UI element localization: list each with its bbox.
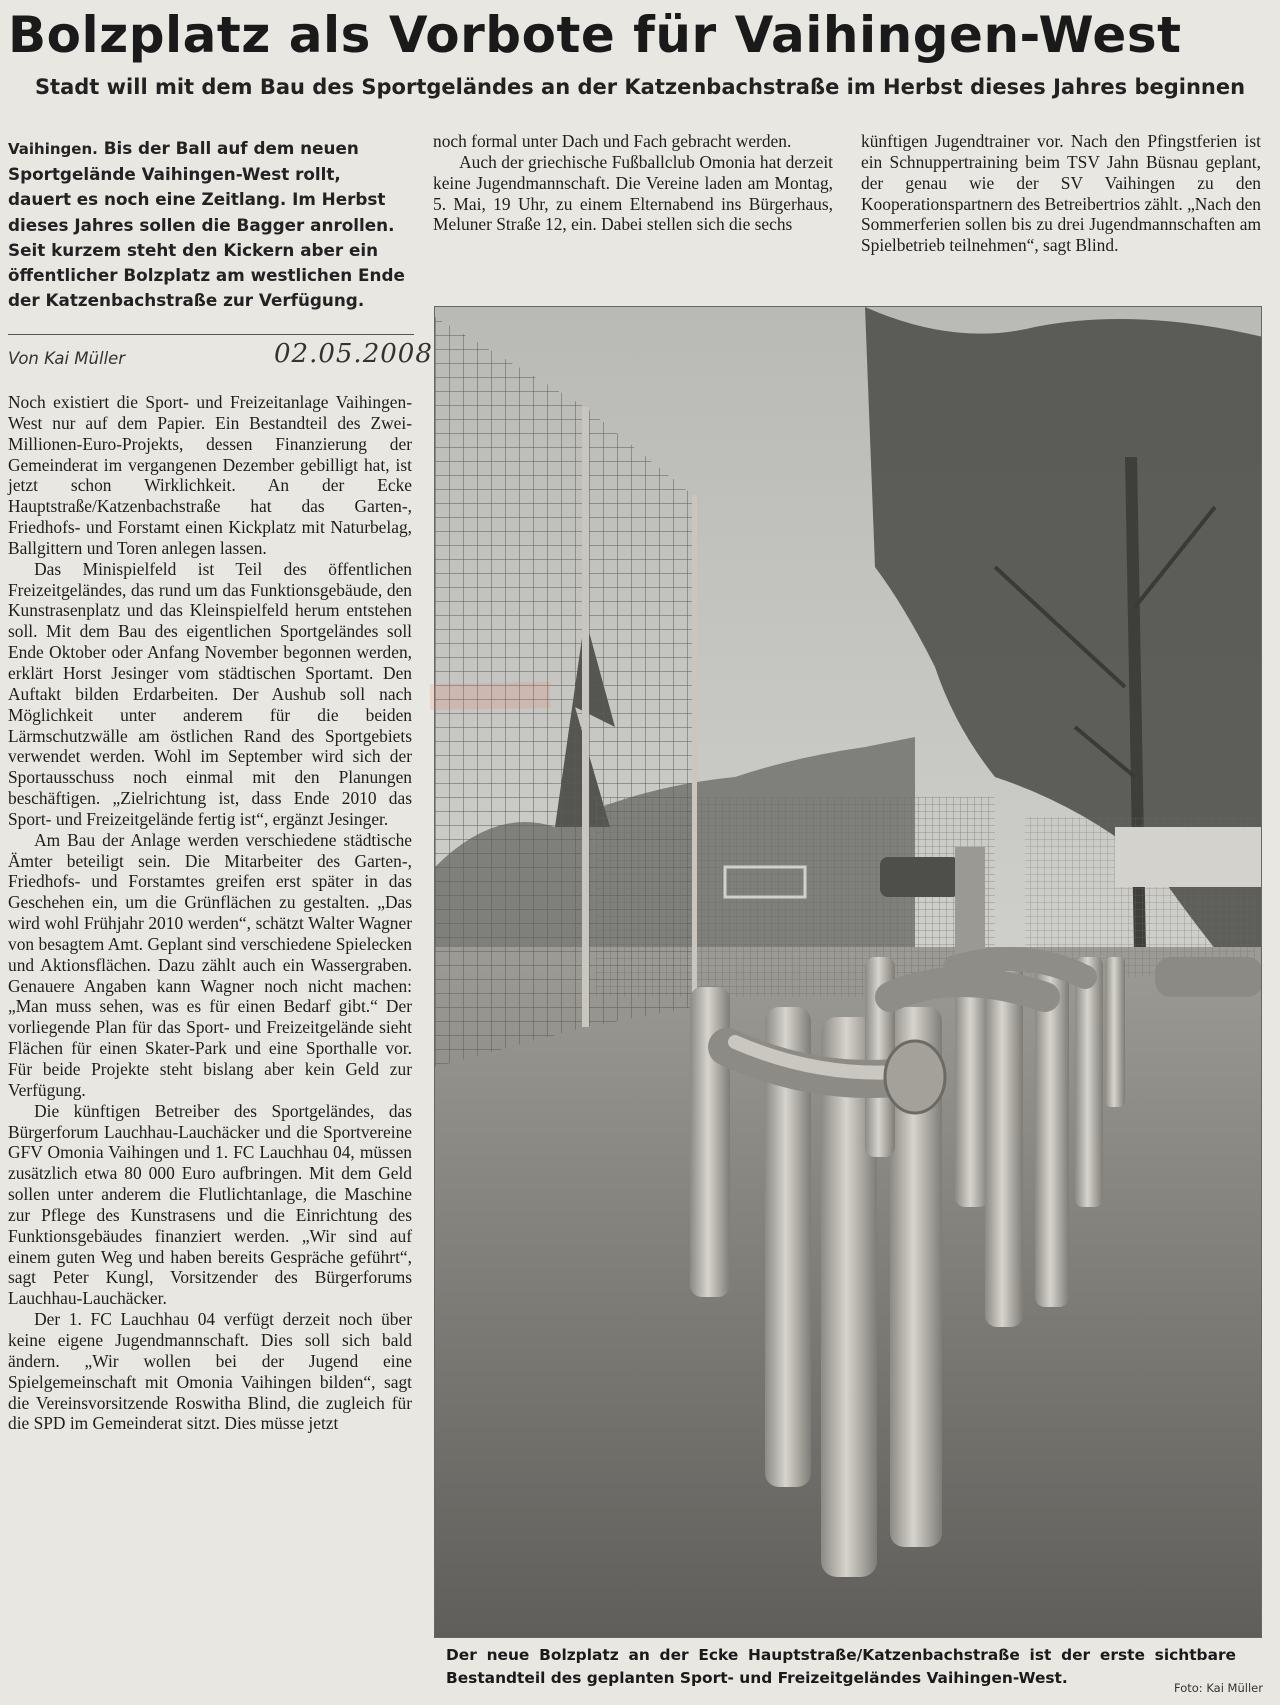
faded-stamp	[430, 682, 550, 710]
subheadline: Stadt will mit dem Bau des Sportgeländes an der Katzenbachstraße im Herbst dieses Jahres beginnen	[34, 75, 1246, 99]
body-column-1	[8, 392, 412, 1434]
body-paragraph: Noch existiert die Sport- und Freizeitanlage Vaihingen-West nur auf dem Papier. Ein Bestandteil des Zwei-Millionen-Euro-Projekts, dessen Finanzierung der Gemeinderat im vergangenen Dezember gebilligt hat, ist jetzt schon Wirklichkeit. An der Ecke Hauptstraße/Katzenbachstraße hat das Garten-, Friedhofs- und Forstamt einen Kickplatz mit Naturbelag, Ballgittern und Toren anlegen lassen.	[8, 392, 412, 558]
body-paragraph: Am Bau der Anlage werden verschiedene städtische Ämter beteiligt sein. Die Mitarbeiter des Garten-, Friedhofs- und Forstamtes greifen erst später in das Geschehen ein, um die Grünflächen zu gestalten. „Das wird wohl Frühjahr 2010 werden“, schätzt Walter Wagner von besagtem Amt. Geplant sind verschiedene Spielecken und Aktionsflächen. Dazu zählt auch ein Wassergraben. Genauere Angaben kann Wagner noch nicht machen: „Man muss sehen, was es für einen Bedarf gibt.“ Der vorliegende Plan für das Sport- und Freizeitgelände sieht Flächen für einen Skater-Park und eine Sporthalle vor. Für beide Projekte steht bislang aber kein Geld zur Verfügung.	[8, 829, 412, 1100]
bolzplatz-photo-illustration	[435, 307, 1262, 1638]
body-paragraph: künftigen Jugendtrainer vor. Nach den Pfingstferien ist ein Schnuppertraining beim TSV Jahn Büsnau geplant, der genau wie der SV Vaihingen zu den Kooperationspartnern des Betreibertrios zählt. „Nach den Sommerferien sollen bis zu drei Jugendmannschaften am Spielbetrieb teilnehmen“, sagt Blind.	[861, 131, 1261, 256]
body-paragraph: Die künftigen Betreiber des Sportgeländes, das Bürgerforum Lauchhau-Lauchäcker und die Sportvereine GFV Omonia Vaihingen und 1. FC Lauchhau 04, müssen zusätzlich etwa 80 000 Euro aufbringen. Mit dem Geld sollen unter anderem die Flutlichtanlage, die Maschine zur Pflege des Kunstrasens und die Einrichtung des Funktionsgebäudes finanziert werden. „Wir sind auf einem guten Weg und haben bereits Gespräche geführt“, sagt Peter Kungl, Vorsitzender des Bürgerforums Lauchhau-Lauchäcker.	[8, 1100, 412, 1309]
article-photo	[434, 306, 1262, 1638]
lead-kicker: Vaihingen.	[8, 140, 98, 158]
lead-paragraph	[8, 136, 408, 313]
handwritten-date: 02.05.2008	[274, 339, 433, 369]
body-column-3	[861, 131, 1261, 256]
photo-credit: Foto: Kai Müller	[1174, 1681, 1263, 1695]
utility-box	[955, 847, 985, 967]
ballgitter-mid	[585, 407, 695, 1027]
body-paragraph: noch formal unter Dach und Fach gebracht werden.	[433, 131, 792, 151]
truck	[1115, 827, 1262, 887]
body-column-2	[433, 131, 833, 235]
body-paragraph: Auch der griechische Fußballclub Omonia hat derzeit keine Jugendmannschaft. Die Vereine laden am Montag, 5. Mai, 19 Uhr, zu einem Elternabend ins Bürgerhaus, Meluner Straße 12, ein. Dabei stellen sich die sechs	[433, 151, 833, 235]
lead-text: Bis der Ball auf dem neuen Sportgelände Vaihingen-West rollt, dauert es noch eine Zeitlang. Im Herbst dieses Jahres sollen die Bagger anrollen. Seit kurzem steht den Kickern aber ein öffentlicher Bolzplatz am westlichen Ende der Katzenbachstraße zur Verfügung.	[8, 138, 405, 311]
boulders	[1155, 957, 1262, 997]
photo-caption: Der neue Bolzplatz an der Ecke Hauptstraße/Katzenbachstraße ist der erste sichtbare Bestandteil des geplanten Sport- und Freizeitgeländes Vaihingen-West.	[446, 1646, 1236, 1687]
fence-post	[692, 495, 697, 1007]
byline: Von Kai Müller	[8, 349, 126, 368]
headline: Bolzplatz als Vorbote für Vaihingen-West	[8, 6, 1182, 64]
body-paragraph: Das Minispielfeld ist Teil des öffentlichen Freizeitgeländes, das rund um das Funktionsgebäude, den Kunstrasenplatz und das Kleinspielfeld herum entstehen soll. Mit dem Bau des eigentlichen Sportgeländes soll Ende Oktober oder Anfang November begonnen werden, erklärt Horst Jesinger vom städtischen Sportamt. Den Auftakt bilden Erdarbeiten. Der Aushub soll nach Möglichkeit unter anderem für die beiden Lärmschutzwälle am östlichen Rand des Sportgebiets verwendet werden. Wohl im September wird sich der Sportausschuss noch einmal mit den Planungen beschäftigen. „Zielrichtung ist, dass Ende 2010 das Sport- und Freizeitgelände fertig ist“, ergänzt Jesinger.	[8, 558, 412, 829]
body-paragraph: Der 1. FC Lauchhau 04 verfügt derzeit noch über keine eigene Jugendmannschaft. Dies soll sich bald ändern. „Wir wollen bei der Jugend eine Spielgemeinschaft mit Omonia Vaihingen bilden“, sagt die Vereinsvorsitzende Roswitha Blind, die zugleich für die SPD im Gemeinderat sitzt. Dies müsse jetzt	[8, 1309, 412, 1434]
fence-post	[582, 407, 589, 1027]
parked-car	[880, 857, 960, 897]
byline-row	[8, 334, 433, 371]
